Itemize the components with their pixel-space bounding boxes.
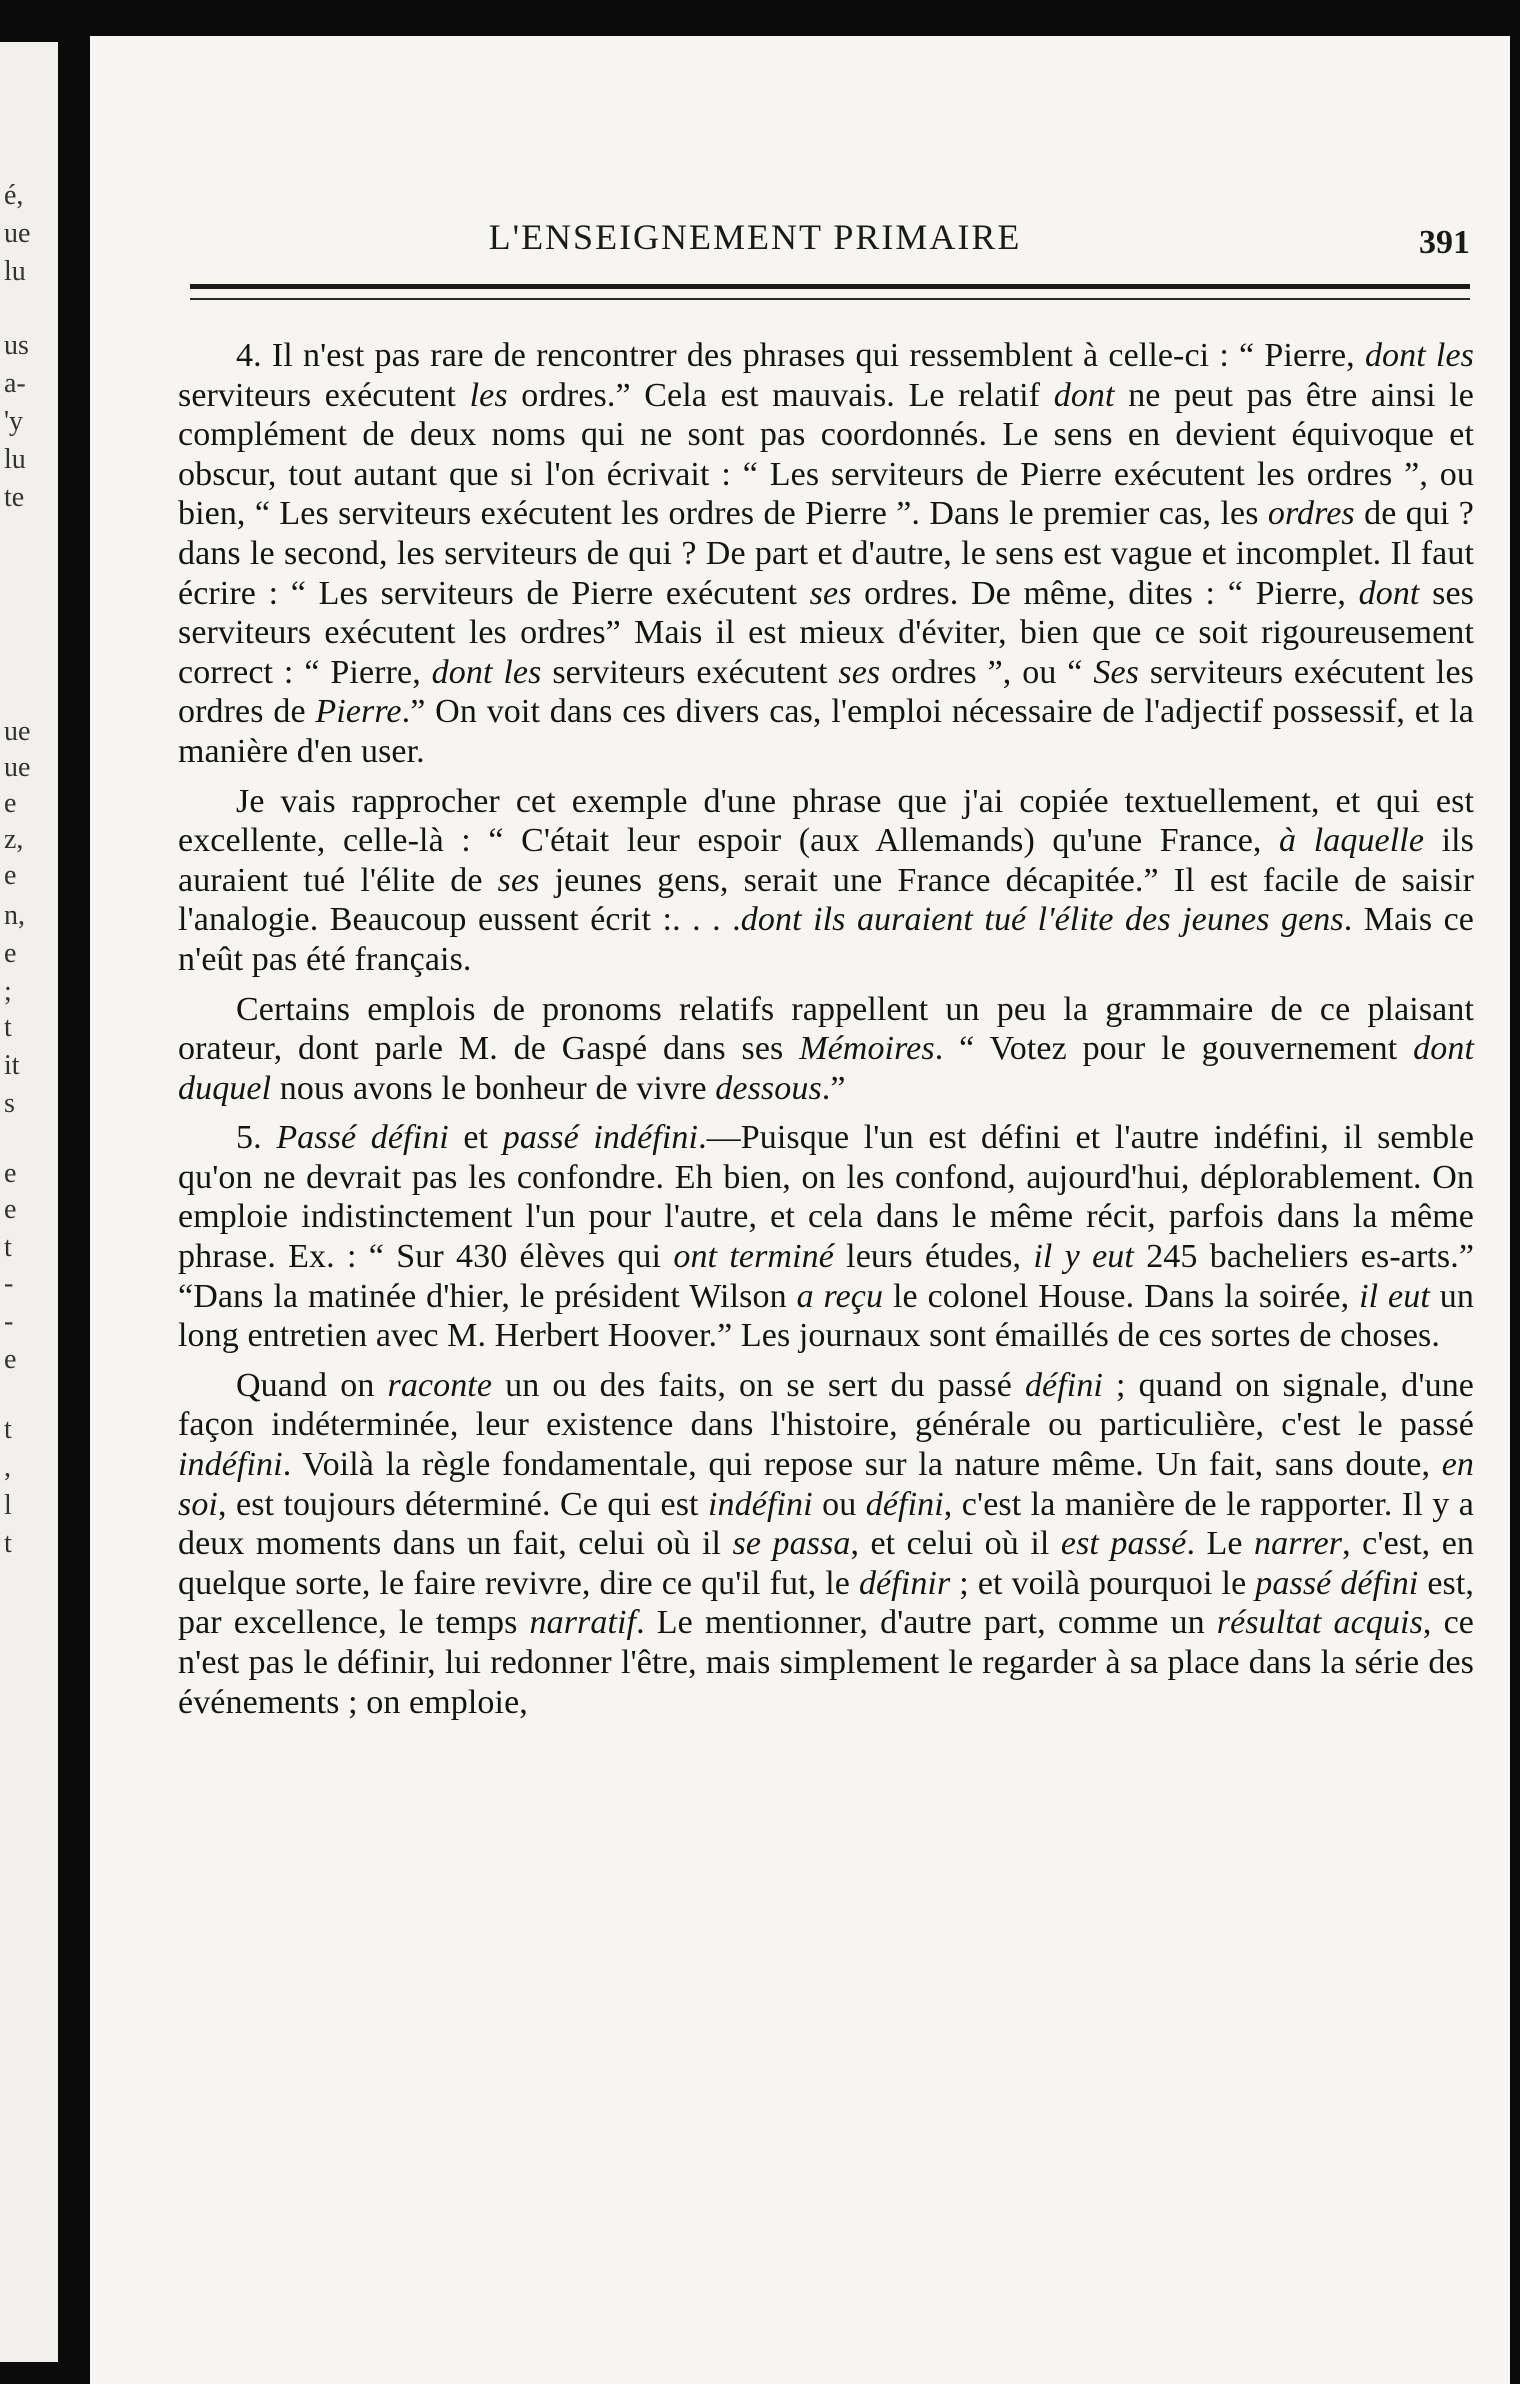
previous-page-fragment: t [4, 1012, 12, 1043]
italic-run: ses [809, 574, 852, 612]
previous-page-fragment: t [4, 1528, 12, 1559]
italic-run: les [469, 376, 508, 414]
text-run: un ou des faits, on se sert du passé [492, 1366, 1025, 1404]
previous-page-fragment: - [4, 1306, 14, 1337]
text-run: ordres. De même, dites : “ Pierre, [851, 574, 1359, 612]
text-run: un long entretien avec M. Herbert Hoover.” Les journaux sont émaillés de ces sortes de choses. [178, 1277, 1474, 1355]
italic-run: à laquelle [1279, 822, 1425, 860]
italic-run: narrer [1254, 1525, 1343, 1563]
text-run: nous avons le bonheur de vivre [271, 1069, 716, 1107]
text-run: ses serviteurs exécutent les ordres” Mais il est mieux d'éviter, bien que ce soit rigoureusement correct : “ Pierre, [178, 574, 1474, 691]
italic-run: dont duquel [178, 1030, 1474, 1107]
italic-run: dessous [715, 1069, 822, 1107]
text-run: .” [821, 1069, 846, 1107]
previous-page-fragment: z, [4, 824, 24, 855]
previous-page-fragment: lu [4, 444, 26, 475]
previous-page-fragment: , [4, 1452, 11, 1483]
page-number: 391 [1419, 224, 1470, 261]
text-run: . Mais ce n'eût pas été français. [178, 901, 1474, 978]
previous-page-fragment: us [4, 330, 29, 361]
paragraph [178, 782, 1474, 980]
book-page [90, 36, 1510, 2384]
italic-run: passé indéfini [502, 1119, 699, 1157]
previous-page-fragment: it [4, 1050, 20, 1081]
previous-page-fragment: 'y [4, 406, 24, 437]
paragraph [178, 1366, 1474, 1722]
italic-run: passé défini [1255, 1564, 1419, 1602]
text-run: . Le mentionner, d'autre part, comme un [636, 1604, 1217, 1642]
text-run: ordres ”, ou “ [880, 653, 1094, 691]
text-run: serviteurs exécutent [178, 376, 470, 414]
italic-run: narratif [529, 1604, 637, 1642]
previous-page-fragment: e [4, 1344, 17, 1375]
italic-run: dont ils auraient tué l'élite des jeunes gens [740, 901, 1344, 939]
italic-run: ordres [1267, 495, 1355, 533]
italic-run: se passa [732, 1525, 851, 1563]
body-text [178, 336, 1474, 1722]
text-run: de qui ? dans le second, les serviteurs de qui ? De part et d'autre, le sens est vague et incomplet. Il faut écrire : “ Les serviteurs de Pierre exécutent [178, 495, 1474, 612]
text-run: , est toujours déterminé. Ce qui est [217, 1485, 709, 1523]
text-run: ordres.” Cela est mauvais. Le relatif [507, 376, 1054, 414]
header-rule-thin [190, 298, 1470, 300]
text-run: . Le [1186, 1525, 1254, 1563]
previous-page-fragment: a- [4, 368, 26, 399]
text-run: 5. [236, 1119, 277, 1157]
italic-run: défini [865, 1485, 944, 1523]
previous-page-fragment: é, [4, 180, 24, 211]
text-run: Quand on [236, 1366, 388, 1404]
italic-run: il eut [1359, 1277, 1430, 1315]
header-rule-thick [190, 284, 1470, 289]
italic-run: est passé [1060, 1525, 1187, 1563]
text-run: Certains emplois de pronoms relatifs rappellent un peu la grammaire de ce plaisant orateur, dont parle M. de Gaspé dans ses [178, 990, 1474, 1068]
italic-run: indéfini [708, 1485, 813, 1523]
text-run: ne peut pas être ainsi le complément de deux noms qui ne sont pas coordonnés. Le sens en devient équivoque et obscur, tout autant que si l'on écrivait : “ Les serviteurs de Pierre exécutent les ordres ”, ou bien, “ Les serviteurs exécutent les ordres de Pierre ”. Dans le premier cas, les [178, 376, 1474, 533]
text-run: ; et voilà pourquoi le [950, 1564, 1256, 1602]
italic-run: définir [858, 1564, 951, 1602]
text-run: , c'est la manière de le rapporter. Il y a deux moments dans un fait, celui où il [178, 1485, 1474, 1563]
italic-run: Passé défini [276, 1119, 449, 1157]
italic-run: ses [497, 861, 540, 899]
previous-page-fragment: ue [4, 716, 31, 747]
previous-page-fragment: n, [4, 900, 25, 931]
text-run: serviteurs exécutent les ordres de [178, 653, 1474, 731]
book-gutter [58, 0, 90, 2384]
text-run: , et celui où il [850, 1525, 1061, 1563]
running-head: L'ENSEIGNEMENT PRIMAIRE [488, 217, 1022, 257]
previous-page-fragment: e [4, 1194, 17, 1225]
previous-page-fragment: ue [4, 752, 31, 783]
previous-page-fragment: e [4, 788, 17, 819]
italic-run: indéfini [178, 1446, 283, 1484]
text-run: serviteurs exécutent [541, 653, 839, 691]
previous-page-fragment: te [4, 482, 25, 513]
italic-run: résultat acquis [1216, 1604, 1423, 1642]
text-run: le colonel House. Dans la soirée, [883, 1277, 1360, 1315]
previous-page-fragment: ue [4, 218, 31, 249]
text-run: 4. Il n'est pas rare de rencontrer des phrases qui ressemblent à celle-ci : “ Pierre, [236, 337, 1365, 374]
previous-page-fragment: e [4, 860, 17, 891]
previous-page-edge [0, 42, 58, 2362]
previous-page-fragment: lu [4, 256, 26, 287]
text-run: 245 bacheliers es-arts.” “Dans la matinée d'hier, le président Wilson [178, 1238, 1475, 1315]
text-run: jeunes gens, serait une France décapitée.” Il est facile de saisir l'analogie. Beaucoup eussent écrit :. . . . [178, 861, 1474, 939]
previous-page-fragment: s [4, 1088, 15, 1119]
italic-run: en soi [178, 1446, 1474, 1523]
text-run: . Voilà la règle fondamentale, qui repose sur la nature même. Un fait, sans doute, [282, 1446, 1442, 1484]
text-run: est, par excellence, le temps [178, 1564, 1474, 1642]
text-run: ; quand on signale, d'une façon indéterminée, leur existence dans l'histoire, générale ou particulière, c'est le passé [178, 1366, 1474, 1444]
italic-run: Ses [1093, 653, 1139, 691]
italic-run: défini [1024, 1366, 1103, 1404]
italic-run: Pierre [315, 693, 402, 731]
text-run: , ce n'est pas le définir, lui redonner l'être, mais simplement le regarder à sa place dans la série des événements ; on emploie, [178, 1604, 1474, 1721]
previous-page-fragment: l [4, 1490, 12, 1521]
text-run: , c'est, en quelque sorte, le faire revivre, dire ce qu'il fut, le [178, 1525, 1474, 1602]
text-run: leurs études, [833, 1238, 1034, 1276]
previous-page-fragment: e [4, 938, 17, 969]
paragraph [178, 1118, 1474, 1356]
italic-run: a reçu [796, 1277, 884, 1315]
text-run: .” On voit dans ces divers cas, l'emploi nécessaire de l'adjectif possessif, et la manière d'en user. [178, 693, 1474, 770]
paragraph [178, 336, 1474, 772]
italic-run: il y eut [1033, 1238, 1134, 1276]
text-run: et [448, 1119, 503, 1157]
text-run: ou [812, 1485, 866, 1523]
italic-run: ont terminé [673, 1238, 834, 1276]
text-run: ils auraient tué l'élite de [178, 822, 1474, 899]
previous-page-fragment: e [4, 1158, 17, 1189]
previous-page-fragment: - [4, 1268, 14, 1299]
italic-run: dont [1358, 574, 1420, 612]
text-run: . “ Votez pour le gouvernement [934, 1030, 1414, 1068]
text-run: .—Puisque l'un est défini et l'autre indéfini, il semble qu'on ne devrait pas les confondre. Eh bien, on les confond, aujourd'hui, déplorablement. On emploie indistinctement l'un pour l'autre, et cela dans le même récit, parfois dans la même phrase. Ex. : “ Sur 430 élèves qui [178, 1119, 1475, 1276]
italic-run: ses [838, 653, 881, 691]
text-run: Je vais rapprocher cet exemple d'une phrase que j'ai copiée textuellement, et qui est excellente, celle-là : “ C'était leur espoir (aux Allemands) qu'une France, [178, 782, 1474, 860]
italic-run: dont [1053, 376, 1115, 414]
page-header [190, 216, 1470, 276]
previous-page-fragment: t [4, 1232, 12, 1263]
previous-page-fragment: ; [4, 976, 12, 1007]
italic-run: raconte [387, 1366, 493, 1404]
paragraph [178, 990, 1474, 1109]
previous-page-fragment: t [4, 1414, 12, 1445]
italic-run: Mémoires [799, 1030, 935, 1068]
italic-run: dont les [1364, 337, 1475, 374]
italic-run: dont les [431, 653, 542, 691]
